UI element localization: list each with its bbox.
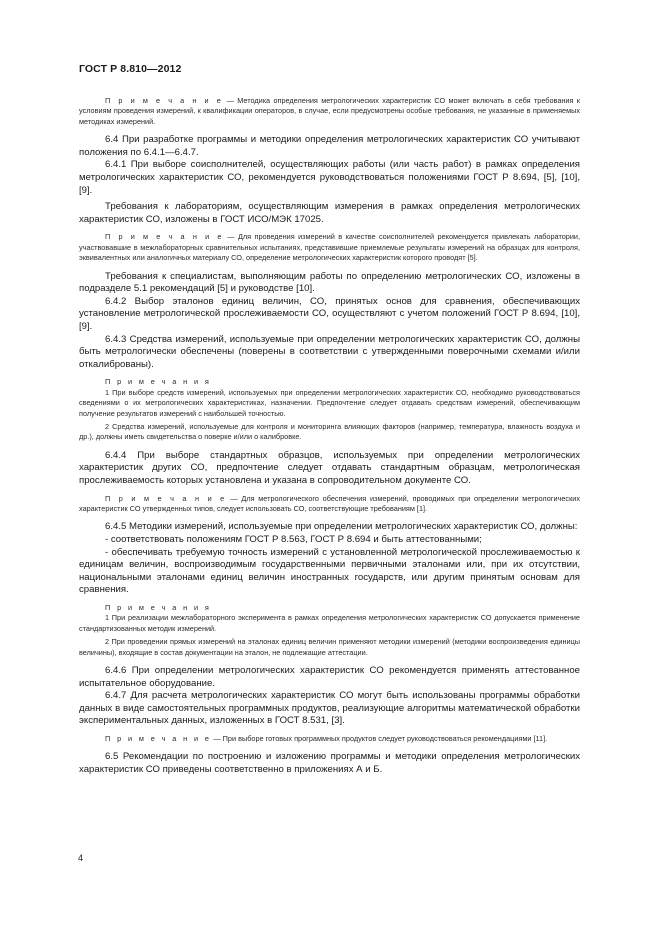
page-body (79, 96, 580, 777)
note-metrological-support (79, 494, 580, 515)
note-label: П р и м е ч а н и е (105, 232, 224, 242)
note-label: П р и м е ч а н и е (105, 493, 227, 503)
paragraph-lab-requirements: Требования к лабораториям, осуществляющим измерения в рамках определения метрологических характеристик СО, изложены в ГОСТ ИСО/МЭК 17025. (79, 201, 580, 225)
note-text: — Методика определения метрологических характеристик СО может включать в себя требования к условиям проведения измерений, к квалификации операторов, в случае, если предусмотрены особые требования, не указанные в применяемых методиках измерений. (79, 96, 581, 126)
note-label: П р и м е ч а н и е (105, 733, 212, 743)
paragraph-6-4-5: 6.4.5 Методики измерений, используемые при определении метрологических характеристик СО, должны: (105, 521, 578, 533)
list-item-dash-2: - обеспечивать требуемую точность измерений с установленной метрологической прослеживаемостью к единицам величин, воспроизводимым государственными первичными эталонами или, при их отсутствии, национальными эталонами единиц величин иностранных государств, или другим принятым основам для сравнения. (79, 546, 580, 596)
note-conditions (79, 96, 580, 127)
paragraph-6-4-1: 6.4.1 При выборе соисполнителей, осуществляющих работы (или часть работ) в рамках определения метрологических характеристик СО, рекомендуется руководствоваться положениями ГОСТ Р 8.694, [5], [10], [9]. (79, 159, 580, 196)
note-label: П р и м е ч а н и е (105, 96, 224, 105)
paragraph-6-4-6: 6.4.6 При определении метрологических характеристик СО рекомендуется применять аттестованное испытательное оборудование. (79, 664, 580, 689)
paragraph-6-4-7: 6.4.7 Для расчета метрологических характеристик СО могут быть использованы программы обработки данных в виде самостоятельных программных продуктов, реализующие алгоритмы математической обработки экспериментальных данных, изложенных в ГОСТ 8.531, [3]. (79, 690, 580, 727)
note-text: — Для метрологического обеспечения измерений, проводимых при определении метрологических характеристик СО утвержденных типов, следует использовать СО, соответствующие требованиям [1]. (79, 493, 580, 513)
paragraph-6-5: 6.5 Рекомендации по построению и изложению программы и методики определения метрологических характеристик СО приведены соответственно в приложениях А и Б. (79, 751, 580, 775)
note-item-1: 1 При реализации межлабораторного эксперимента в рамках определения метрологических характеристик СО допускается применение стандартизованных методик измерений. (79, 613, 580, 633)
note-item-2: 2 Средства измерений, используемые для контроля и мониторинга влияющих факторов (например, температура, влажность воздуха и др.), должны иметь свидетельства о поверке и/или о калибровке. (79, 421, 580, 442)
paragraph-specialists: Требования к специалистам, выполняющим работы по определению метрологических СО, изложены в подразделе 5.1 рекомендаций [5] и руководстве [10]. (79, 270, 580, 295)
note-co-executors (79, 232, 580, 263)
paragraph-6-4: 6.4 При разработке программы и методики определения метрологических характеристик СО учитывают положения по 6.4.1—6.4.7. (79, 134, 580, 158)
notes-heading: П р и м е ч а н и я (105, 602, 212, 612)
paragraph-6-4-4: 6.4.4 При выборе стандартных образцов, используемых при определении метрологических характеристик других СО, предпочтение следует отдавать стандартным образцам, метрологическая прослеживаемость которых установлена и указана в сопроводительном документе СО. (79, 449, 580, 486)
paragraph-6-4-3: 6.4.3 Средства измерений, используемые при определении метрологических характеристик СО, должны быть метрологически обеспечены (поверены в соответствии с утвержденными поверочными схемами и/или откалиброваны). (79, 333, 580, 370)
paragraph-6-4-2: 6.4.2 Выбор эталонов единиц величин, СО, принятых основ для сравнения, обеспечивающих установление метрологической прослеживаемости СО, осуществляют с учетом положений ГОСТ Р 8.694, [10], [9]. (79, 295, 580, 332)
list-item-dash-1: - соответствовать положениям ГОСТ Р 8.563, ГОСТ Р 8.694 и быть аттестованными; (105, 533, 482, 545)
page-number: 4 (78, 853, 84, 863)
running-header: ГОСТ Р 8.810—2012 (79, 63, 182, 75)
note-item-2: 2 При проведении прямых измерений на эталонах единиц величин применяют методики измерений (методики воспроизведения единицы величины), входящие в состав документации на эталон, не подлежащие аттестации. (79, 637, 580, 657)
note-item-1: 1 При выборе средств измерений, используемых при определении метрологических характеристик СО, необходимо руководствоваться сведениями о их метрологических характеристиках, назначении. Предпочтение следует отдавать средствам измерений, обеспечивающим получение результатов измерений с наибольшей точностью. (79, 387, 580, 418)
note-text: — При выборе готовых программных продуктов следует руководствоваться рекомендациями [11]. (211, 733, 548, 743)
notes-heading: П р и м е ч а н и я (105, 377, 212, 387)
note-text: — Для проведения измерений в качестве соисполнителей рекомендуется привлекать лаборатории, участвовавшие в межлабораторных сравнительных испытаниях, представившие приемлемые результаты измерений на образцах для контроля, эквивалентных или аналогичных материалу СО, определение метрологических характеристик которого проводят [5]. (79, 232, 581, 263)
note-software (79, 734, 580, 744)
